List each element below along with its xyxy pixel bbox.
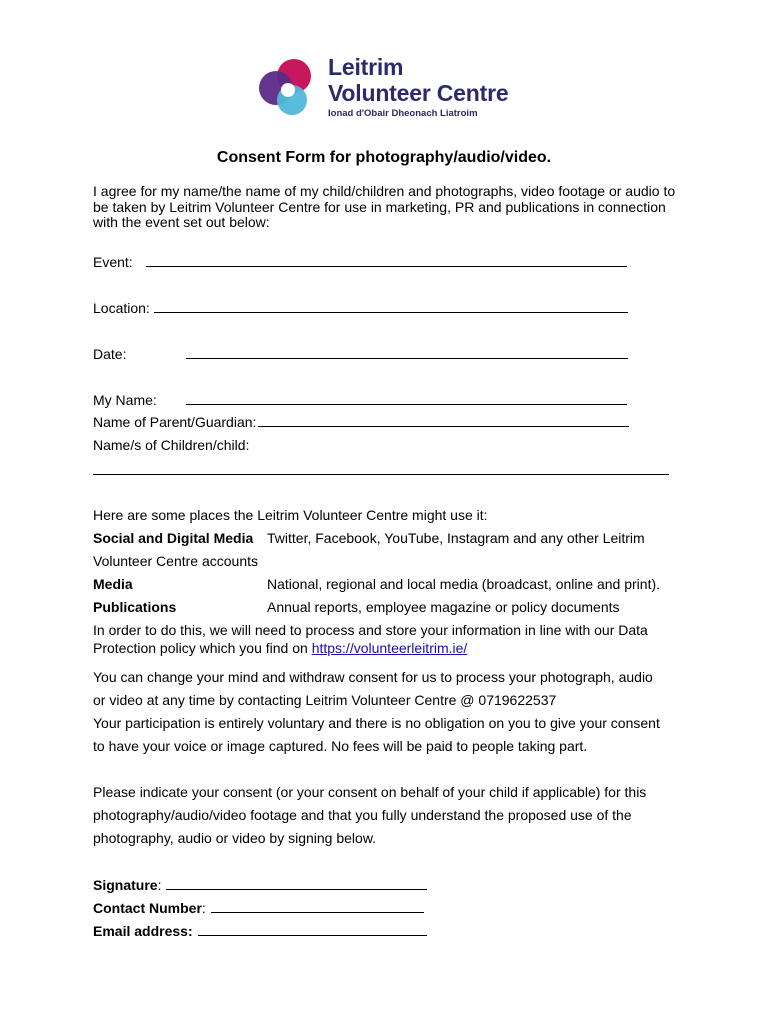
contact-row: Contact Number:	[93, 900, 206, 916]
signature-label: Signature	[93, 877, 158, 893]
event-field[interactable]	[146, 254, 627, 267]
intro-paragraph: I agree for my name/the name of my child/children and photographs, video footage or audio to be taken by Leitrim Volunteer Centre for use in marketing, PR and publications in connection with the event set out below:	[93, 183, 676, 230]
page-title: Consent Form for photography/audio/video.	[216, 149, 552, 166]
email-field[interactable]	[198, 923, 427, 936]
uses-intro: Here are some places the Leitrim Volunteer Centre might use it:	[93, 507, 488, 523]
withdraw-line1: You can change your mind and withdraw consent for us to process your photograph, audio	[93, 669, 653, 685]
logo-wordmark	[328, 54, 508, 119]
contact-field[interactable]	[211, 900, 424, 913]
policy-link[interactable]: https://volunteerleitrim.ie/	[311, 640, 468, 656]
logo-mark-icon	[252, 56, 328, 122]
logo-tagline: Ionad d'Obair Dheonach Liatroim	[328, 108, 478, 119]
children-label: Name/s of Children/child:	[93, 437, 250, 453]
parent-label: Name of Parent/Guardian:	[93, 414, 257, 430]
email-label: Email address:	[93, 923, 193, 939]
location-label: Location:	[93, 300, 150, 316]
data-protection-line2	[93, 640, 467, 656]
indicate-line1: Please indicate your consent (or your consent on behalf of your child if applicable) for this	[93, 784, 647, 800]
data-protection-line1: In order to do this, we will need to process and store your information in line with our Data	[93, 622, 648, 638]
withdraw-line3: Your participation is entirely voluntary and there is no obligation on you to give your consent	[93, 715, 660, 731]
use-label-media: Media	[93, 576, 133, 592]
data-protection-prefix: Protection policy which you find on	[93, 640, 312, 656]
logo	[252, 54, 522, 124]
logo-line2: Volunteer Centre	[328, 80, 509, 106]
use-desc-social-1: Twitter, Facebook, YouTube, Instagram and any other Leitrim	[267, 530, 645, 546]
date-label: Date:	[93, 346, 127, 362]
indicate-line2: photography/audio/video footage and that you fully understand the proposed use of the	[93, 807, 632, 823]
use-desc-media: National, regional and local media (broadcast, online and print).	[267, 576, 661, 592]
location-field[interactable]	[154, 300, 628, 313]
date-field[interactable]	[186, 346, 628, 359]
my-name-field[interactable]	[186, 392, 627, 405]
use-label-publications: Publications	[93, 599, 177, 615]
signature-field[interactable]	[166, 877, 427, 890]
logo-line1: Leitrim	[328, 54, 404, 80]
signature-row: Signature:	[93, 877, 162, 893]
indicate-line3: photography, audio or video by signing below.	[93, 830, 377, 846]
children-field[interactable]	[93, 462, 669, 475]
use-desc-social-2: Volunteer Centre accounts	[93, 553, 258, 569]
use-desc-publications: Annual reports, employee magazine or policy documents	[267, 599, 620, 615]
event-label: Event:	[93, 254, 133, 270]
withdraw-line2: or video at any time by contacting Leitrim Volunteer Centre @ 0719622537	[93, 692, 557, 708]
use-label-social: Social and Digital Media	[93, 530, 254, 546]
withdraw-line4: to have your voice or image captured. No fees will be paid to people taking part.	[93, 738, 588, 754]
contact-label: Contact Number	[93, 900, 202, 916]
my-name-label: My Name:	[93, 392, 157, 408]
parent-field[interactable]	[258, 414, 629, 427]
